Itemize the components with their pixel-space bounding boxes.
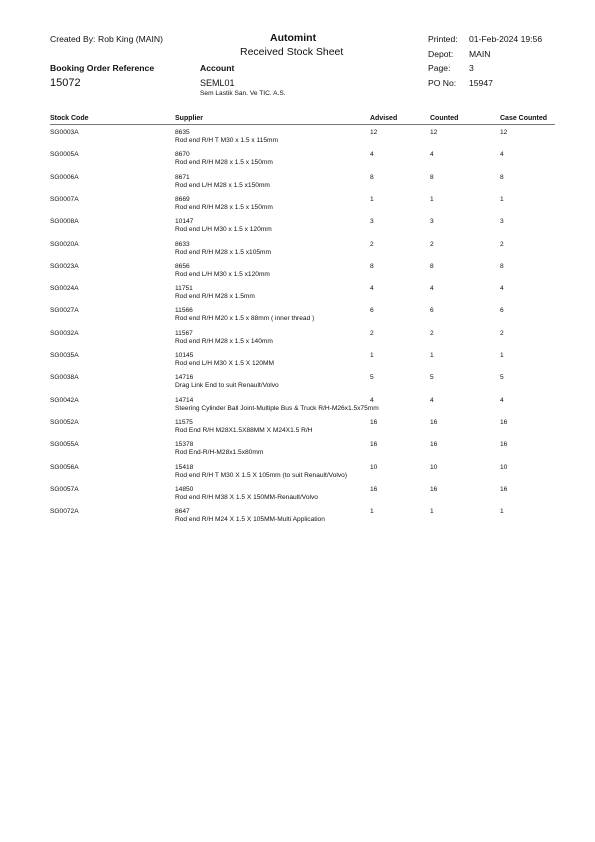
- case-counted-qty: 2: [500, 329, 504, 337]
- table-row: [0, 484, 595, 506]
- depot-label: Depot:: [428, 49, 454, 59]
- advised-qty: 1: [370, 352, 374, 359]
- stock-code: SG0052A: [50, 418, 79, 426]
- item-description: Rod end R/H M28 x 1.5 x 140mm: [175, 337, 273, 345]
- created-by-value: Rob King (MAIN): [98, 34, 163, 44]
- printed-label: Printed:: [428, 34, 458, 44]
- case-counted-qty: 8: [500, 173, 504, 181]
- supplier-code: 8656: [175, 262, 190, 270]
- supplier-code: 11751: [175, 285, 193, 293]
- advised-qty: 3: [370, 218, 374, 226]
- table-row: [0, 194, 595, 216]
- advised-qty: 1: [370, 195, 374, 203]
- table-row: [0, 149, 595, 171]
- item-description: Rod end R/H M28 x 1.5 x 150mm: [175, 203, 273, 211]
- case-counted-qty: 1: [500, 352, 504, 359]
- supplier-code: 11567: [175, 329, 193, 337]
- item-description: Rod end L/H M30 x 1.5 x 120mm: [175, 226, 272, 234]
- booking-ref-value: 15072: [50, 77, 81, 89]
- advised-qty: 4: [370, 396, 374, 404]
- table-row: [0, 350, 595, 372]
- item-description: Rod end L/H M28 x 1.5 x150mm: [175, 181, 270, 189]
- counted-qty: 16: [430, 441, 438, 449]
- advised-qty: 8: [370, 173, 374, 181]
- supplier-code: 8669: [175, 195, 190, 203]
- stock-code: SG0006A: [50, 173, 79, 181]
- supplier-code: 11566: [175, 307, 193, 315]
- stock-code: SG0057A: [50, 485, 79, 493]
- depot-value: MAIN: [469, 49, 491, 59]
- stock-code: SG0072A: [50, 508, 79, 516]
- counted-qty: 16: [430, 418, 438, 426]
- stock-code: SG0005A: [50, 151, 79, 159]
- account-label: Account: [200, 63, 235, 73]
- stock-code: SG0020A: [50, 240, 79, 248]
- table-row: [0, 506, 595, 528]
- page-number: 3: [469, 63, 474, 73]
- table-row: [0, 283, 595, 305]
- table-row: [0, 462, 595, 484]
- case-counted-qty: 6: [500, 307, 504, 315]
- supplier-code: 8671: [175, 173, 190, 181]
- item-description: Rod end R/H M28 x 1.5 x 150mm: [175, 159, 273, 167]
- table-row: [0, 372, 595, 394]
- advised-qty: 4: [370, 285, 374, 293]
- supplier-code: 14716: [175, 374, 194, 382]
- counted-qty: 12: [430, 129, 438, 136]
- item-description: Rod End R/H M28X1.5X88MM X M24X1.5 R/H: [175, 426, 313, 434]
- stock-code: SG0038A: [50, 374, 79, 382]
- item-description: Rod end R/H M28 x 1.5 x105mm: [175, 248, 272, 256]
- case-counted-qty: 1: [500, 195, 504, 203]
- case-counted-qty: 16: [500, 441, 508, 449]
- case-counted-qty: 8: [500, 262, 504, 270]
- item-description: Rod end L/H M30 x 1.5 x120mm: [175, 270, 270, 278]
- case-counted-qty: 12: [500, 129, 508, 136]
- stock-code: SG0042A: [50, 396, 79, 404]
- counted-qty: 4: [430, 396, 434, 404]
- counted-qty: 16: [430, 485, 438, 493]
- case-counted-qty: 2: [500, 240, 504, 248]
- supplier-code: 8633: [175, 240, 190, 248]
- case-counted-qty: 4: [500, 285, 504, 293]
- item-description: Drag Link End to suit Renault/Volvo: [175, 382, 279, 390]
- advised-qty: 16: [370, 441, 378, 449]
- case-counted-qty: 4: [500, 151, 504, 159]
- counted-qty: 5: [430, 374, 434, 382]
- booking-ref-label: Booking Order Reference: [50, 63, 155, 73]
- item-description: Rod end R/H T M30 x 1.5 x 115mm: [175, 137, 278, 144]
- stock-code: SG0008A: [50, 218, 79, 226]
- supplier-code: 8635: [175, 129, 190, 136]
- stock-code: SG0032A: [50, 329, 79, 337]
- company-name: Automint: [270, 32, 317, 44]
- item-description: Rod end R/H M20 x 1.5 x 88mm ( inner thread ): [175, 315, 315, 323]
- advised-qty: 5: [370, 374, 374, 382]
- table-row: [0, 172, 595, 194]
- supplier-code: 10145: [175, 352, 194, 359]
- case-counted-qty: 5: [500, 374, 504, 382]
- case-counted-qty: 16: [500, 418, 508, 426]
- supplier-code: 10147: [175, 218, 194, 226]
- stock-code: SG0055A: [50, 441, 79, 449]
- advised-qty: 4: [370, 151, 374, 159]
- col-stock-code: Stock Code: [50, 115, 89, 122]
- table-row: [0, 395, 595, 417]
- table-row: [0, 417, 595, 439]
- counted-qty: 4: [430, 151, 434, 159]
- stock-code: SG0024A: [50, 285, 79, 293]
- advised-qty: 2: [370, 240, 374, 248]
- case-counted-qty: 16: [500, 485, 508, 493]
- table-row: [0, 328, 595, 350]
- page-label: Page:: [428, 63, 451, 73]
- counted-qty: 3: [430, 218, 434, 226]
- counted-qty: 6: [430, 307, 434, 315]
- counted-qty: 1: [430, 352, 434, 359]
- item-description: Rod end L/H M30 X 1.5 X 120MM: [175, 360, 274, 367]
- supplier-code: 14850: [175, 485, 194, 493]
- table-row: [0, 305, 595, 327]
- table-row: [0, 216, 595, 238]
- counted-qty: 2: [430, 329, 434, 337]
- supplier-code: 8670: [175, 151, 190, 159]
- supplier-code: 8647: [175, 508, 190, 516]
- account-name: Sem Lastik San. Ve TIC. A.S.: [200, 90, 286, 97]
- advised-qty: 16: [370, 485, 378, 493]
- counted-qty: 1: [430, 508, 434, 516]
- col-counted: Counted: [430, 115, 459, 122]
- table-row: [0, 439, 595, 461]
- document-title: Received Stock Sheet: [240, 46, 344, 58]
- item-description: Rod End-R/H-M28x1.5x80mm: [175, 449, 264, 457]
- case-counted-qty: 4: [500, 396, 504, 404]
- supplier-code: 15378: [175, 441, 194, 449]
- table-row: [0, 261, 595, 283]
- table-row: [0, 127, 595, 149]
- case-counted-qty: 3: [500, 218, 504, 226]
- supplier-code: 15418: [175, 463, 194, 471]
- supplier-code: 14714: [175, 396, 194, 404]
- item-description: Steering Cylinder Ball Joint-Multiple Bus & Truck R/H-M26x1.5x75mm: [175, 404, 379, 412]
- table-row: [0, 239, 595, 261]
- counted-qty: 10: [430, 463, 438, 471]
- stock-code: SG0003A: [50, 129, 79, 136]
- header-divider: [50, 124, 555, 125]
- advised-qty: 6: [370, 307, 374, 315]
- stock-code: SG0035A: [50, 352, 79, 359]
- counted-qty: 1: [430, 195, 434, 203]
- po-label: PO No:: [428, 78, 457, 88]
- counted-qty: 4: [430, 285, 434, 293]
- item-description: Rod end R/H M24 X 1.5 X 105MM-Multi Application: [175, 516, 325, 524]
- advised-qty: 16: [370, 418, 378, 426]
- case-counted-qty: 10: [500, 463, 508, 471]
- item-description: Rod end R/H T M30 X 1.5 X 105mm (to suit Renault/Volvo): [175, 471, 348, 479]
- advised-qty: 8: [370, 262, 374, 270]
- counted-qty: 8: [430, 173, 434, 181]
- stock-code: SG0023A: [50, 262, 79, 270]
- printed-value: 01-Feb-2024 19:56: [469, 34, 543, 44]
- item-description: Rod end R/H M38 X 1.5 X 150MM-Renault/Volvo: [175, 493, 318, 501]
- stock-code: SG0007A: [50, 195, 79, 203]
- advised-qty: 1: [370, 508, 374, 516]
- advised-qty: 10: [370, 463, 378, 471]
- po-value: 15947: [469, 78, 493, 88]
- created-by-label: Created By:: [50, 34, 96, 44]
- col-case-counted: Case Counted: [500, 115, 548, 122]
- counted-qty: 8: [430, 262, 434, 270]
- stock-code: SG0027A: [50, 307, 79, 315]
- col-advised: Advised: [370, 115, 398, 122]
- account-code: SEML01: [200, 78, 235, 88]
- advised-qty: 12: [370, 129, 378, 136]
- supplier-code: 11575: [175, 418, 193, 426]
- advised-qty: 2: [370, 329, 374, 337]
- item-description: Rod end R/H M28 x 1.5mm: [175, 293, 255, 301]
- stock-code: SG0056A: [50, 463, 79, 471]
- counted-qty: 2: [430, 240, 434, 248]
- case-counted-qty: 1: [500, 508, 504, 516]
- col-supplier: Supplier: [175, 115, 204, 122]
